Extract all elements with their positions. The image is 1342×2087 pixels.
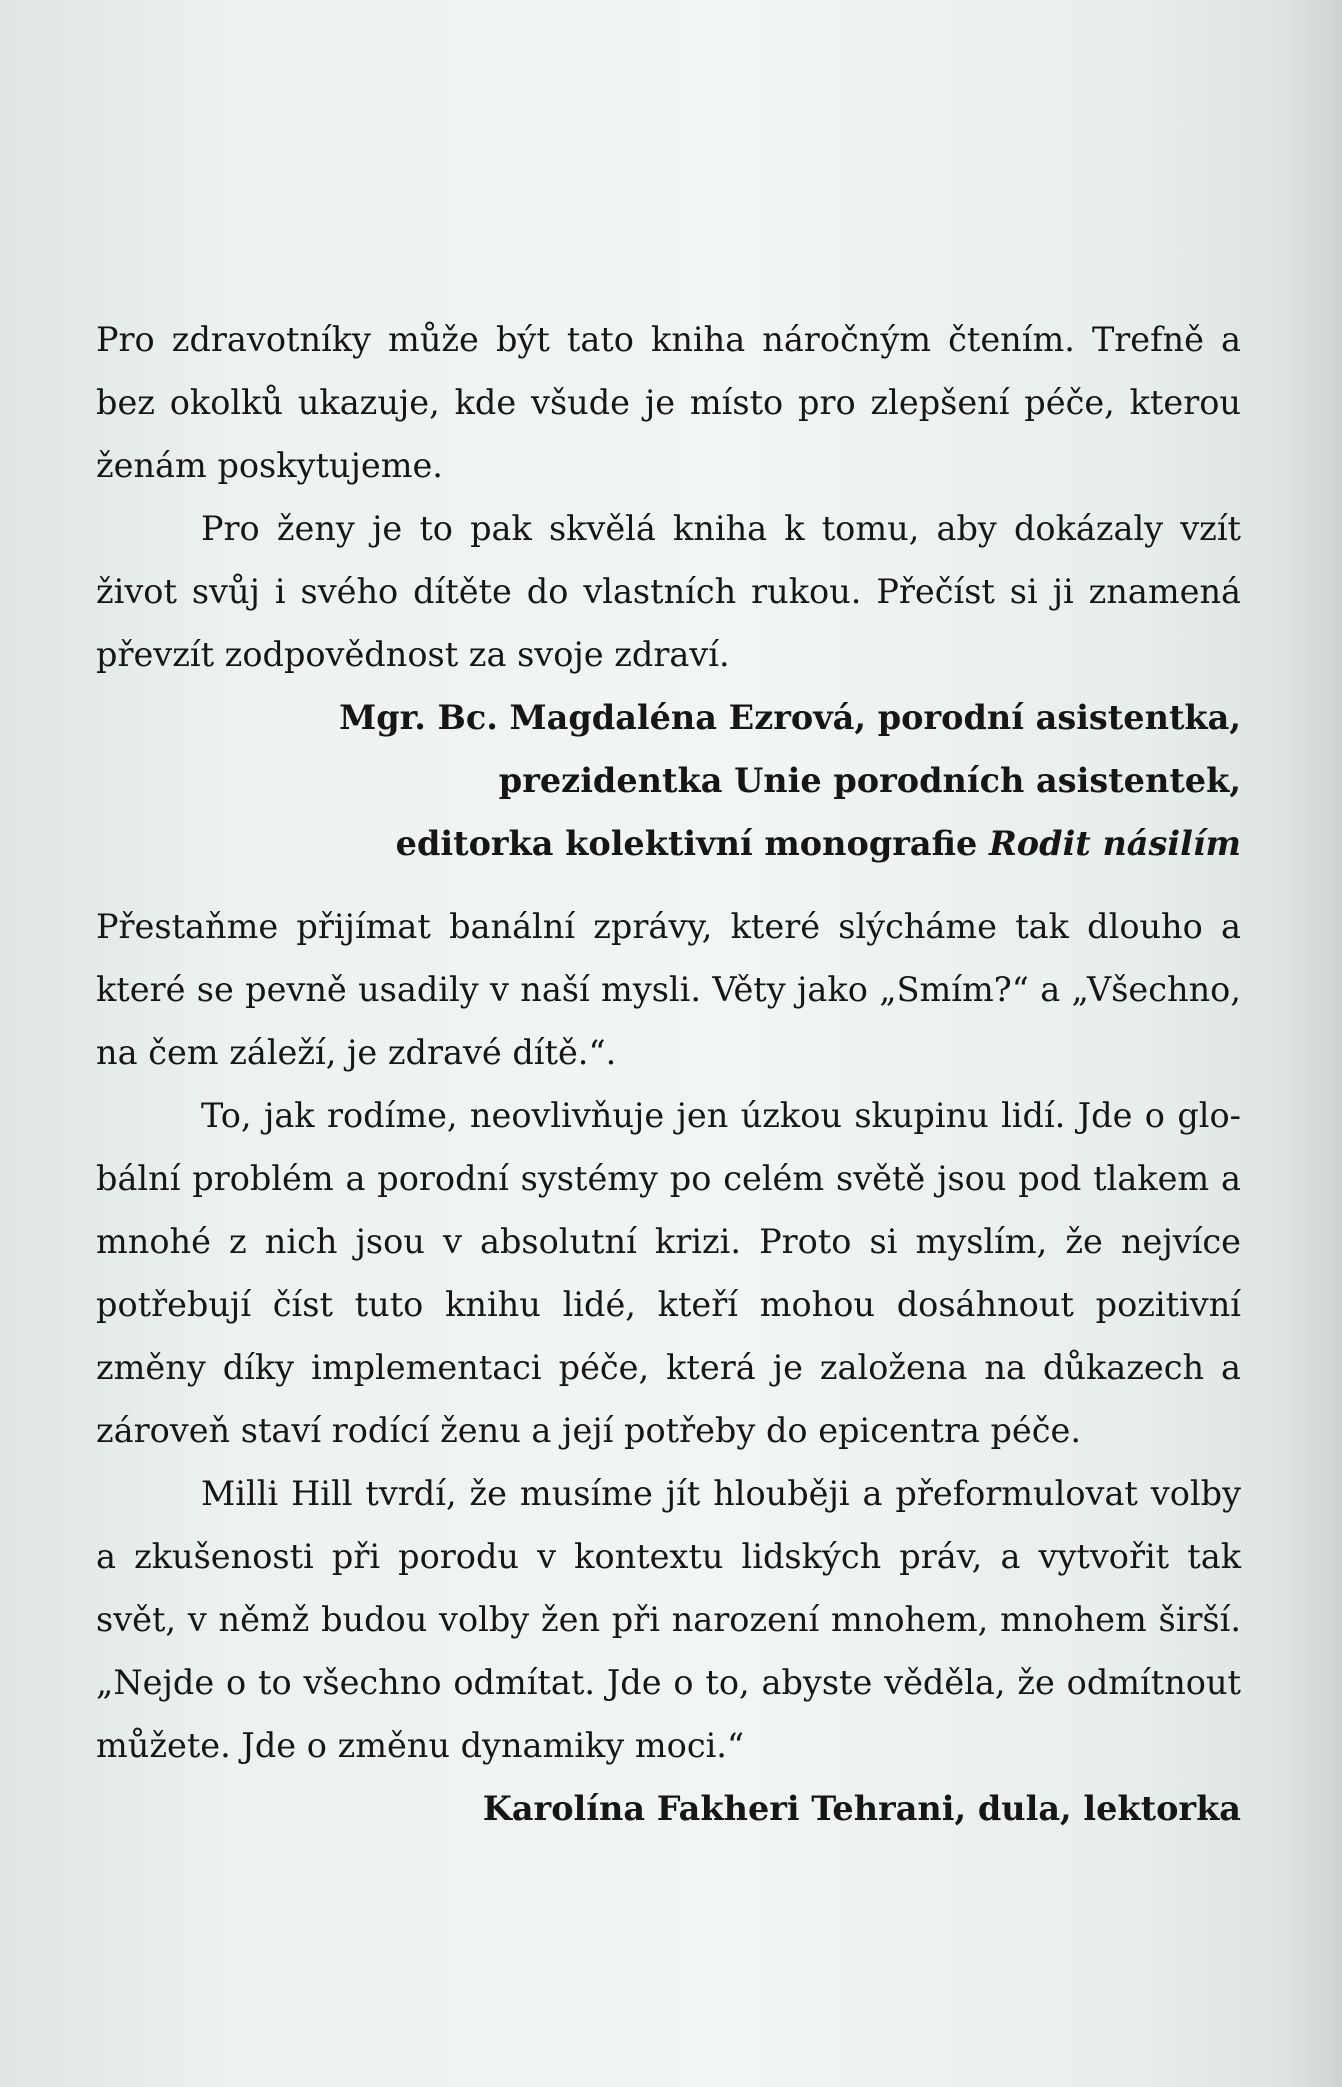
endorsement-paragraph: Pro zdravotníky může být tato kniha náročným čtením. Trefně a bez okolků ukazuje, kde všude je místo pro zlepšení péče, kterou ženám poskytujeme. (96, 320, 1241, 485)
endorsement-paragraph: Pro ženy je to pak skvělá kniha k tomu, aby dokázaly vzít život svůj i svého dítěte do vlastních rukou. Přečíst si ji znamená převzít zodpovědnost za svoje zdraví. (96, 509, 1241, 674)
endorsement-ezrova (96, 308, 1241, 875)
signature-line: prezidentka Unie porodních asistentek, (498, 761, 1241, 800)
endorsement-paragraph: To, jak rodíme, neovlivňuje jen úzkou skupinu lidí. Jde o globální problém a porodní systémy po celém světě jsou pod tlakem a mnohé z nich jsou v absolutní krizi. Proto si myslím, že nejvíce potřebují číst tuto knihu lidé, kteří mohou dosáhnout pozitivní změny díky implementaci péče, která je založena na důkazech a zároveň staví rodící ženu a její potřeby do epicentra péče. (96, 1096, 1241, 1450)
endorsement-signature (96, 686, 1241, 875)
signature-line: Mgr. Bc. Magdaléna Ezrová, porodní asistentka, (339, 698, 1241, 737)
endorsement-paragraph: Přestaňme přijímat banální zprávy, které slýcháme tak dlouho a které se pevně usadily v naší mysli. Věty jako „Smím?“ a „Všechno, na čem záleží, je zdravé dítě.“. (96, 907, 1241, 1072)
endorsement-paragraph: Milli Hill tvrdí, že musíme jít hlouběji a přeformulovat volby a zkušenosti při porodu v kontextu lidských práv, a vytvořit tak svět, v němž budou volby žen při narození mnohem, mnohem širší. „Nejde o to všechno odmítat. Jde o to, abyste věděla, že odmítnout můžete. Jde o změnu dynamiky moci.“ (96, 1474, 1241, 1765)
endorsement-tehrani (96, 895, 1241, 1840)
book-title: Rodit násilím (988, 824, 1241, 863)
signature-text: editorka kolektivní monografie (395, 824, 989, 863)
endorsement-signature: Karolína Fakheri Tehrani, dula, lektorka (482, 1789, 1241, 1828)
signature-line (96, 812, 1241, 875)
page-edge-shadow (1282, 0, 1342, 2087)
